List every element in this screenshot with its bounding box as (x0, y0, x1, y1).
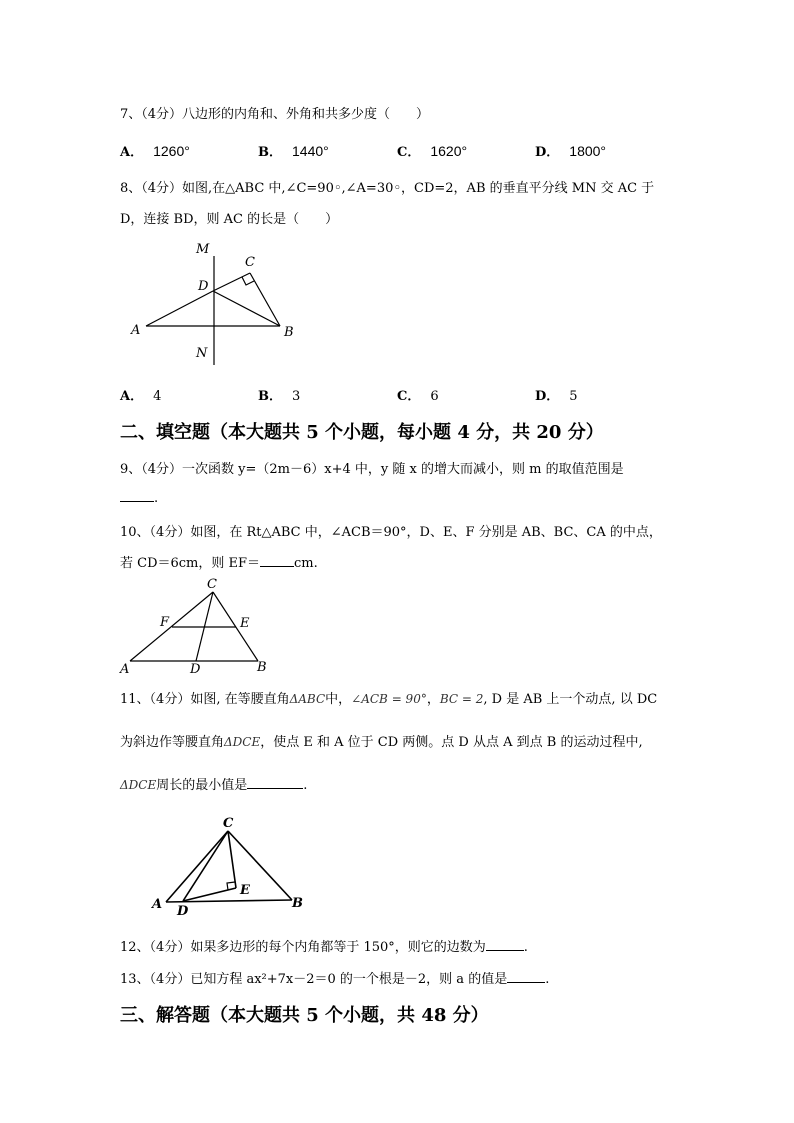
q10-line-1: 10、（4分）如图，在 Rt△ABC 中，∠ACB＝90°，D、E、F 分别是 AB、BC、CA 的中点， (120, 525, 662, 540)
q10-label-a: A (120, 662, 130, 677)
q8-label-n: N (196, 346, 208, 361)
q11-line-ac (166, 831, 228, 902)
section-2-heading: 二、填空题（本大题共 5 个小题，每小题 4 分，共 20 分） (120, 422, 604, 443)
q11-line-ce (228, 831, 236, 888)
q11-line-cd (183, 831, 228, 901)
q12-line: 12、（4分）如果多边形的每个内角都等于 150°，则它的边数为 . (120, 940, 528, 955)
q8-label-a: A (131, 323, 141, 338)
q8-option-d: D． 5 (535, 389, 578, 404)
q13-line: 13、（4分）已知方程 ax²+7x－2＝0 的一个根是－2，则 a 的值是 . (120, 972, 550, 987)
q8-line-2: D，连接 BD，则 AC 的长是（ ） (120, 212, 339, 227)
q12-answer-blank[interactable] (486, 938, 524, 951)
q8-option-c: C． 6 (397, 389, 439, 404)
q9-line-1: 9、（4分）一次函数 y=（2m－6）x+4 中，y 随 x 的增大而减小，则 m 的取值范围是 (120, 462, 624, 477)
q10-label-b: B (257, 660, 267, 675)
q10-line-2: 若 CD＝6cm，则 EF＝ cm. (120, 556, 318, 571)
q8-label-c: C (245, 255, 255, 270)
q11-line-3: ΔDCE周长的最小值是 . (120, 778, 308, 793)
q10-label-e: E (240, 616, 250, 631)
q9-line-2: . (120, 489, 158, 506)
q13-answer-blank[interactable] (507, 970, 545, 983)
q8-option-a: A． 4 (120, 389, 162, 404)
q10-label-f: F (160, 615, 170, 630)
q11-line-1: 11、（4分）如图, 在等腰直角ΔABC中，∠ACB = 90°，BC = 2, D 是 AB 上一个动点, 以 DC (120, 692, 658, 707)
q7-option-d: D． 1800° (535, 143, 607, 160)
q8-line-1: 8、（4分）如图,在△ABC 中,∠C=90◦,∠A=30◦，CD=2，AB 的垂直平分线 MN 交 AC 于 (120, 181, 655, 196)
q11-line-cb (228, 831, 292, 900)
q11-label-b: B (292, 896, 303, 911)
q7-option-c: C． 1620° (397, 143, 468, 160)
q8-label-d: D (198, 279, 209, 294)
q7-option-a: A． 1260° (120, 143, 190, 160)
q7-option-b: B． 1440° (258, 143, 329, 160)
q10-label-c: C (207, 577, 217, 592)
q11-label-c: C (223, 816, 234, 831)
q8-label-b: B (284, 325, 294, 340)
q10-label-d: D (190, 662, 201, 677)
q11-label-e: E (240, 883, 250, 898)
q8-option-b: B． 3 (258, 389, 301, 404)
q11-label-a: A (152, 897, 163, 912)
q11-line-2: 为斜边作等腰直角ΔDCE，使点 E 和 A 位于 CD 两侧。点 D 从点 A 到点 B 的运动过程中, (120, 735, 643, 750)
q7-stem: 7、（4分）八边形的内角和、外角和共多少度（ ） (120, 107, 430, 122)
q11-label-d: D (177, 904, 189, 919)
q8-label-m: M (196, 242, 210, 257)
section-3-heading: 三、解答题（本大题共 5 个小题，共 48 分） (120, 1005, 489, 1026)
